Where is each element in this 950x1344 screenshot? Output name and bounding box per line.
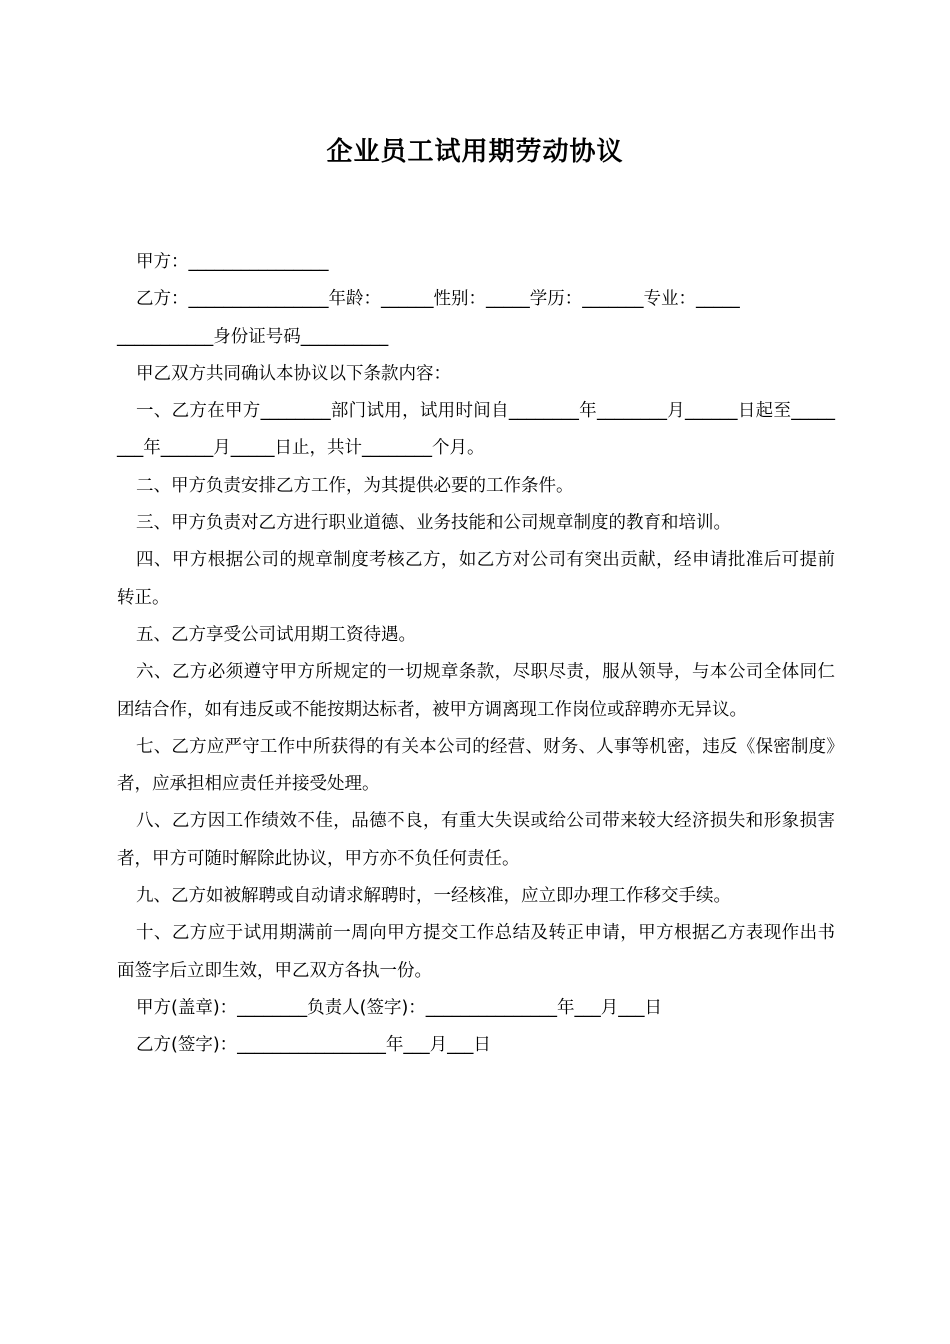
clause-7: 七、乙方应严守工作中所获得的有关本公司的经营、财务、人事等机密，违反《保密制度》者，应承担相应责任并接受处理。 (117, 736, 835, 795)
party-a-line: 甲方：________________ (136, 252, 329, 272)
signature-party-a: 甲方(盖章)：________负责人(签字)：_______________年___月___日 (136, 997, 663, 1018)
clause-5: 五、乙方享受公司试用期工资待遇。 (136, 624, 416, 645)
clause-10: 十、乙方应于试用期满前一周向甲方提交工作总结及转正申请，甲方根据乙方表现作出书面签字后立即生效，甲乙双方各执一份。 (117, 923, 835, 981)
clause-6: 六、乙方必须遵守甲方所规定的一切规章条款，尽职尽责，服从领导，与本公司全体同仁团结合作，如有违反或不能按期达标者，被甲方调离现工作岗位或辞聘亦无异议。 (117, 662, 835, 720)
party-b-line: 乙方：________________年龄：______性别：_____学历：_______专业：_____ (136, 289, 740, 310)
signature-party-b: 乙方(签字)：_________________年___月___日 (136, 1035, 491, 1056)
clause-4: 四、甲方根据公司的规章制度考核乙方，如乙方对公司有突出贡献，经申请批准后可提前转正。 (117, 550, 835, 608)
intro-text: 甲乙双方共同确认本协议以下条款内容： (136, 363, 451, 384)
document-body (117, 244, 835, 1065)
document-title: 企业员工试用期劳动协议 (326, 137, 624, 167)
party-b-id-line: ___________身份证号码__________ (117, 326, 389, 347)
clause-9: 九、乙方如被解聘或自动请求解聘时，一经核准，应立即办理工作移交手续。 (136, 886, 731, 907)
clause-8: 八、乙方因工作绩效不佳，品德不良，有重大失误或给公司带来较大经济损失和形象损害者，甲方可随时解除此协议，甲方亦不负任何责任。 (117, 811, 835, 869)
clause-2: 二、甲方负责安排乙方工作，为其提供必要的工作条件。 (136, 475, 574, 496)
clause-1: 一、乙方在甲方________部门试用，试用时间自________年________月______日起至________年______月_____日止，共计________个月。 (117, 401, 835, 459)
clause-3: 三、甲方负责对乙方进行职业道德、业务技能和公司规章制度的教育和培训。 (136, 513, 731, 534)
